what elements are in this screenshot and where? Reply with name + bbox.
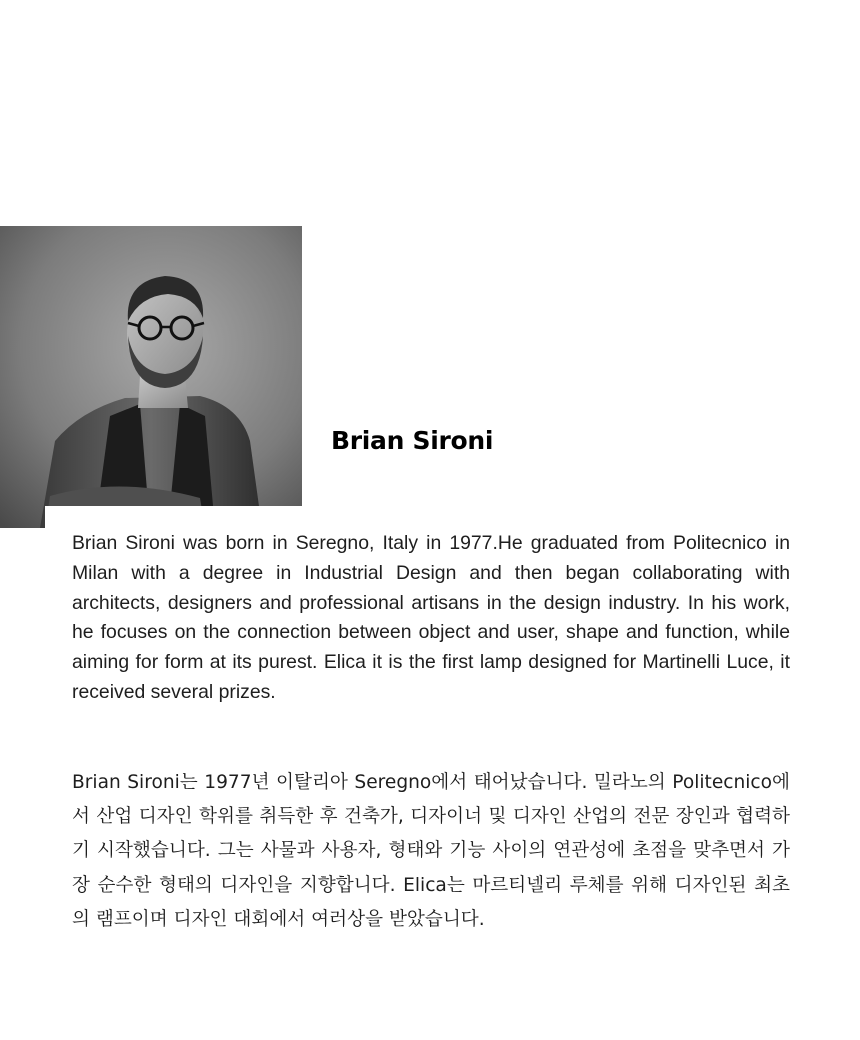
portrait-photo (0, 226, 302, 528)
photo-corner-cutout (45, 506, 302, 528)
biography-english: Brian Sironi was born in Seregno, Italy in 1977.He graduated from Politecnico in Milan with a degree in Industrial Design and then began collaborating with architects, designers and professional artisans in the design industry. In his work, he focuses on the connection between object and user, shape and function, while aiming for form at its purest. Elica it is the first lamp designed for Martinelli Luce, it received several prizes. (72, 532, 790, 703)
designer-name: Brian Sironi (331, 426, 494, 455)
designer-portrait (0, 226, 302, 528)
biography-korean: Brian Sironi는 1977년 이탈리아 Seregno에서 태어났습니다. 밀라노의 Politecnico에서 산업 디자인 학위를 취득한 후 건축가, 디자이너 및 디자인 산업의 전문 장인과 협력하기 시작했습니다. 그는 사물과 사용자, 형태와 기능 사이의 연관성에 초점을 맞추면서 가장 순수한 형태의 디자인을 지향합니다. Elica는 마르티넬리 루체를 위해 디자인된 최초의 램프이며 디자인 대회에서 여러상을 받았습니다. (72, 772, 790, 930)
